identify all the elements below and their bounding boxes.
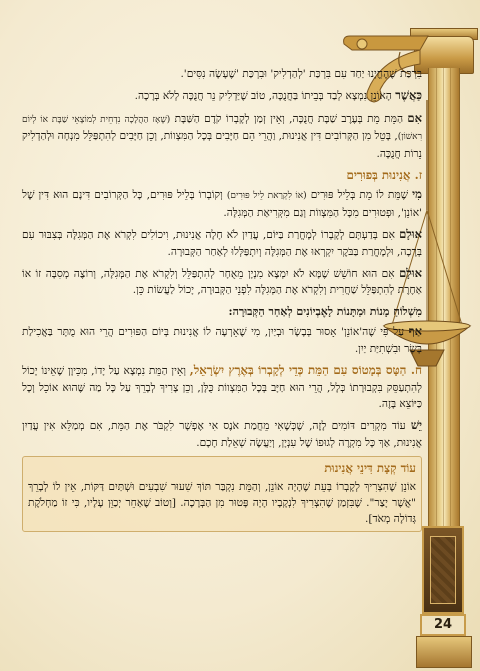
paragraph-text: הָאוֹנֵן נִמְצָא לְבַד בְּבֵיתוֹ בַּחֲנֻכָּה, טוֹב שֶׁיַּדְלִיק נֵר חֲנֻכָּה לְלֹא בְּרָכָה. [134,90,392,103]
intro-line: בִּרְכַּת שֶׁהֶחֱיָנוּ יַחַד עִם בִּרְכַּת 'לְהַדְלִיק' וּבִרְכַּת 'שֶׁעָשָׂה נִסִּים'. [180,68,422,80]
paragraph-text-rest: וְקוֹבְרוֹ בְּלֵיל פּוּרִים, כָּל הַקְּרוֹבִים דִּינָם הוּא דִּין שֶׁל 'אוֹנֵן', וּפְטוּרִים מִכָּל הַמִּצְווֹת וְגַם מִקְּרִיאַת הַמְּגִלָּה. [22,189,422,219]
paragraph-text: עַל פִּי שֶׁה'אוֹנֵן' אָסוּר בְּבָשָׂר וּבְיַיִן, מִי שֶׁאֵרְעָה לוֹ אֲנִינוּת בְּיוֹם הַפּוּרִים הֲרֵי הוּא מֻתָּר בַּאֲכִילַת בָּשָׂר וּבִשְׁתִיַּת יַיִן. [22,326,422,355]
paragraph-lead-word: אִם [407,110,422,125]
paragraph-other-cases [22,417,422,451]
paragraph-text: וְאֵין הַמֵּת נִמְצָא עַל יָדוֹ, מִכֵּיוָן שֶׁאֵינוֹ יָכוֹל לְהִתְעַסֵּק בִּקְבוּרָתוֹ כְּלָל, הֲרֵי הוּא חַיָּב בְּכָל הַמִּצְווֹת כֻּלָּן, וְכֵן צָרִיךְ לְבָרֵךְ עַל כָּל מַה שֶּׁהוּא אוֹכֵל וְכָל כַּיּוֹצֵא בָּזֶה. [22,365,422,410]
paragraph-lead-word: אוּלָם [399,266,423,281]
paragraph-erev-shabbat [22,110,422,162]
paragraph-lead-word: אַף [408,324,422,339]
paragraph-lead-word: כַּאֲשֶׁר [395,88,422,103]
paragraph-lead-word: אוּלָם [399,227,422,242]
pillar-carved-panel [422,526,464,614]
page-number: 24 [420,614,466,636]
paragraph-bury-next-day [22,226,422,260]
box-title: עוֹד קְצָת דִּינֵי אֲנִינוּת [324,461,416,476]
paragraph-alone-at-home [22,87,422,104]
paragraph-airplane [22,362,422,412]
paragraph-meat-wine [22,323,422,357]
paragraph-lead-word: יֵשׁ [410,418,423,433]
paragraph-minyan-concern [22,265,422,299]
paragraph-text: הַמֵּת מֵת בְּעֶרֶב שַׁבָּת חֲנֻכָּה, וְאֵין זְמַן לְקָבְרוֹ קֹדֶם הַשַּׁבָּת [174,112,404,125]
paragraph-note: (אוֹ לִקְרַאת לֵיל פּוּרִים) [226,191,307,202]
section-title-airplane: ח. הַטָּס בְּמָטוֹס עִם הַמֵּת כְּדֵי לְקָבְרוֹ בְּאֶרֶץ יִשְׂרָאֵל, [189,363,422,378]
paragraph-text: שֶׁמֵּת לוֹ מֵת בְּלֵיל פּוּרִים [310,189,409,202]
paragraph-note: (שֶׁאָז הַהֲלָכָה נִדְחֵית לְמוֹצָאֵי שַׁבָּת אוֹ לְיוֹם רִאשׁוֹן) [22,114,422,143]
text-content [22,66,422,538]
box-text: אוֹנֵן שֶׁהִצְרִיךְ לְקָבְרוֹ בְּעֵת שֶׁהָיָה אוֹנֵן, וְהַמֵּת נִקְבַּר תּוֹךְ שִׁעוּר שִׁבְעִים וּשְׁתַּיִם דַּקּוֹת, אֵין לוֹ לְבָרֵךְ "אֲשֶׁר יָצַר". שֶׁבִּזְמַן שֶׁהִצְרִיךְ לִנְקָבָיו הָיָה פָּטוּר מִן הַבְּרָכָה. [וְטוֹב שֶׁאַחֵר יְכַוֵּן עָלָיו, כִּי זוֹ מַחְלֹקֶת גְּדוֹלָה מְאֹד]. [28,480,416,526]
paragraph-text: עוֹד מִקְרִים דּוֹמִים לָזֶה, שֶׁכְּשֶׁאִי מֵחֲמַת אֹנֶס אִי אֶפְשָׁר לִקְבֹּר אֶת הַמֵּת, אִם מְמַלֵּא אִין עֲדַיִן אֲנִינוּת, אַךְ כָּל מִקְרֶה לְגוּפוֹ שֶׁל עִנְיָן, וְיַעֲשֶׂה שְׁאֵלַת חָכָם. [22,420,422,449]
paragraph-text: אִם הוּא חוֹשֵׁשׁ שֶׁמָּא לֹא יִמְצָא מִנְיָן מֵאֻחָר לְהִתְפַּלֵּל וְלִקְרֹא אֶת הַמְּגִלָּה, וְרוֹצֶה מְסִבָּה זוֹ אוֹ אַחֶרֶת לְהִתְפַּלֵּל שַׁחֲרִית וְלִקְרֹא אֶת הַמְּגִלָּה לִפְנֵי הַקְּבוּרָה, יָכוֹל לַעֲשׂוֹת כֵּן. [22,268,422,297]
paragraph-text: אִם בְּדַעְתָּם לְקָבְרוֹ לְמָחֳרַת בַּיּוֹם, עֲדַיִן לֹא חָלָה אֲנִינוּת, וִיכוֹלִים לִקְרֹא אֶת הַמְּגִלָּה בְּצִבּוּר עִם בְּרָכָה, וּלְמָחֳרַת בַּבֹּקֶר יִקְרְאוּ אֶת הַמְּגִלָּה וְיִתְפַּלְּלוּ לְאַחַר הַקְּבוּרָה. [22,229,422,258]
section-title-purim: ז. אֲנִינוּת בְּפוּרִים [346,168,422,183]
paragraph-purim-night [22,186,422,221]
paragraph-lead-word: מִי [412,187,422,202]
more-laws-box [22,456,422,532]
mishloach-manot-heading: מִשְׁלוֹחַ מָנוֹת וּמַתָּנוֹת לָאֶבְיוֹנִים לְאַחַר הַקְּבוּרָה: [228,304,422,318]
paragraph-text-rest: , בָּטֵל מִן הַקְּרוֹבִים דִּין אֲנִינוּת, וַהֲרֵי הֵם חַיָּבִים בְּכָל הַמִּצְווֹת, וְכֵן חַיָּבִים לְהִתְפַּלֵּל מִנְחָה וּלְהַדְלִיק נֵרוֹת חֲנֻכָּה. [22,130,422,160]
pillar-plinth [416,636,472,668]
